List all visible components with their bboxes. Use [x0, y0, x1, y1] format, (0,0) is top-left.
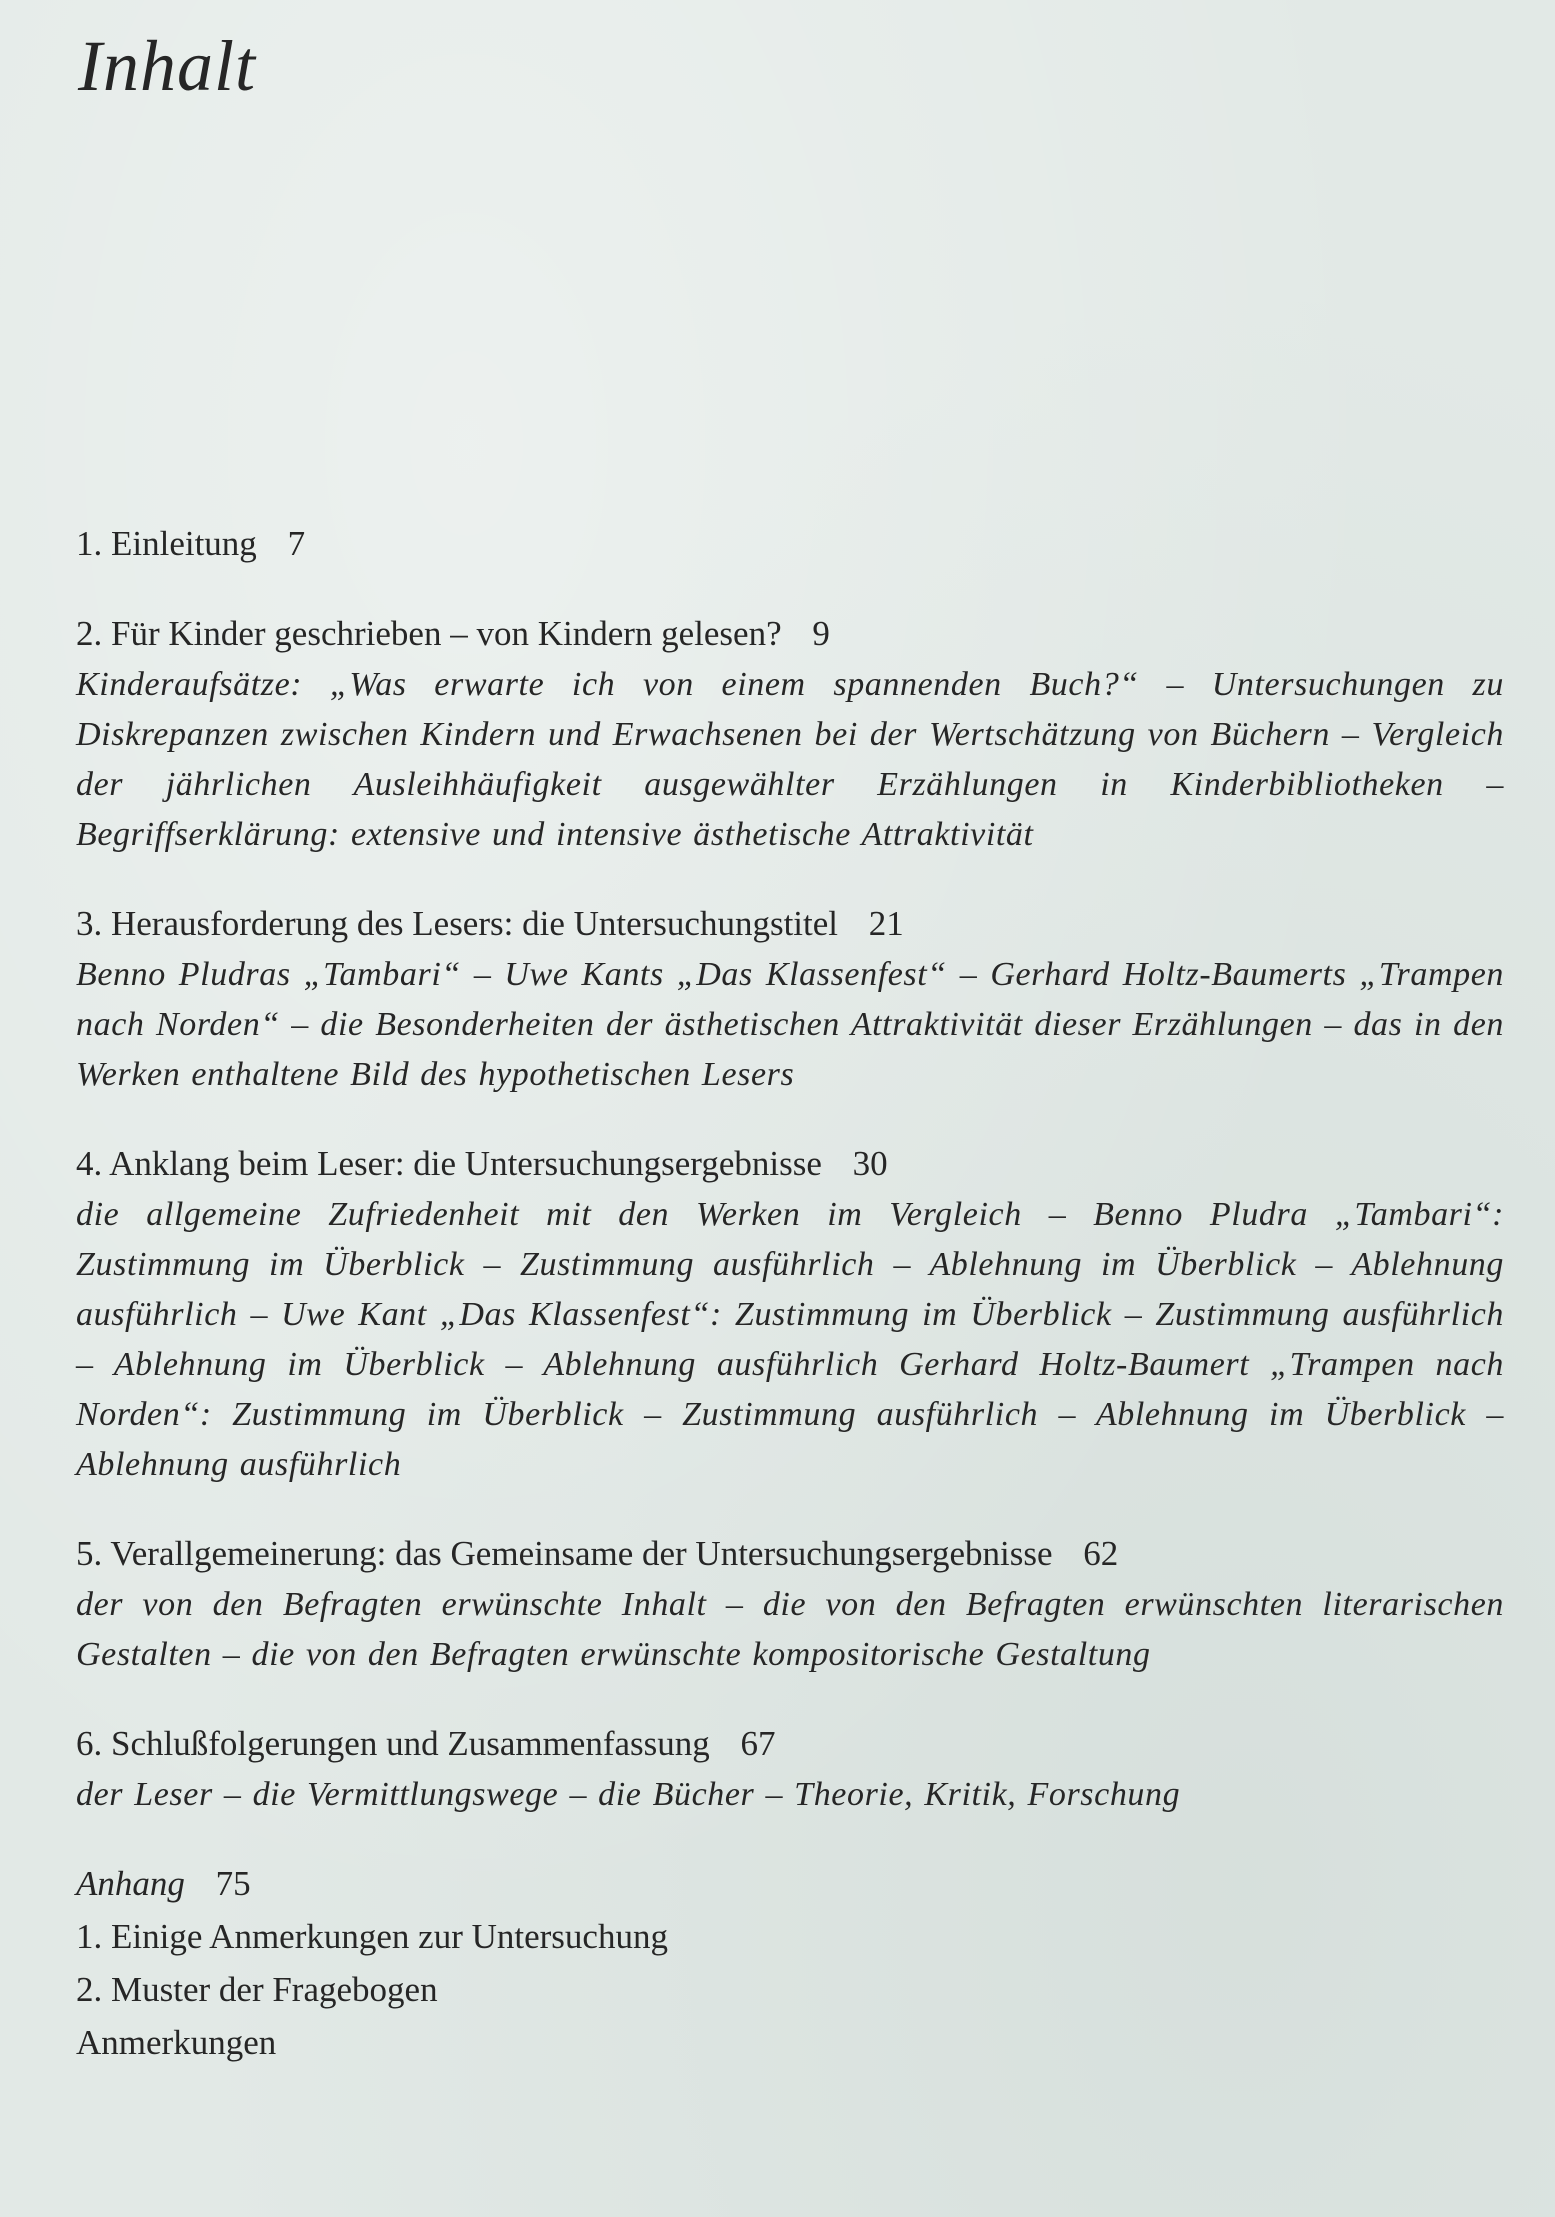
toc-entry-2	[76, 608, 1516, 860]
appendix-item: 2. Muster der Fragebogen	[76, 1970, 438, 2009]
page-number: 67	[740, 1724, 776, 1763]
page-number: 21	[868, 904, 904, 943]
page-number: 30	[852, 1144, 888, 1183]
toc-entry-4	[76, 1138, 1516, 1490]
toc-heading	[76, 518, 1516, 570]
chapter-title: Anklang beim Leser: die Untersuchungsergebnisse	[109, 1144, 822, 1183]
toc-entry-6	[76, 1718, 1516, 1820]
toc-heading	[76, 898, 1516, 950]
toc-appendix	[76, 1858, 1516, 2069]
toc-heading	[76, 1718, 1516, 1770]
appendix-item: 1. Einige Anmerkungen zur Untersuchung	[76, 1917, 668, 1956]
chapter-title: Schlußfolgerungen und Zusammenfassung	[111, 1724, 710, 1763]
toc-heading	[76, 608, 1516, 660]
page-number: 62	[1083, 1534, 1119, 1573]
chapter-description: Kinderaufsätze: „Was erwarte ich von einem spannenden Buch?“ – Untersuchungen zu Diskrepanzen zwischen Kindern und Erwachsenen bei der Wertschätzung von Büchern – Vergleich der jährlichen Ausleihhäufigkeit ausgewählter Erzählungen in Kinderbibliotheken – Begriffserklärung: extensive und intensive ästhetische Attraktivität	[76, 666, 1504, 853]
chapter-number: 2.	[76, 614, 103, 653]
appendix-heading	[76, 1858, 1516, 1910]
appendix-label: Anhang	[76, 1864, 185, 1903]
toc-entry-1	[76, 518, 1516, 570]
chapter-description: Benno Pludras „Tambari“ – Uwe Kants „Das Klassenfest“ – Gerhard Holtz-Baumerts „Trampen nach Norden“ – die Besonderheiten der ästhetischen Attraktivität dieser Erzählungen – das in den Werken enthaltene Bild des hypothetischen Lesers	[76, 956, 1504, 1093]
page-number: 9	[812, 614, 830, 653]
toc-entry-5	[76, 1528, 1516, 1680]
chapter-title: Verallgemeinerung: das Gemeinsame der Untersuchungsergebnisse	[110, 1534, 1053, 1573]
page-number: 75	[215, 1864, 251, 1903]
page-number: 7	[287, 524, 306, 563]
chapter-description: der von den Befragten erwünschte Inhalt – die von den Befragten erwünschten literarischen Gestalten – die von den Befragten erwünschte kompositorische Gestaltung	[76, 1586, 1504, 1673]
page-title: Inhalt	[78, 26, 256, 106]
toc-heading	[76, 1528, 1516, 1580]
appendix-item: Anmerkungen	[76, 2023, 277, 2062]
chapter-title: Einleitung	[111, 524, 257, 563]
chapter-description: die allgemeine Zufriedenheit mit den Werken im Vergleich – Benno Pludra „Tambari“: Zustimmung im Überblick – Zustimmung ausführlich – Ablehnung im Überblick – Ablehnung ausführlich – Uwe Kant „Das Klassenfest“: Zustimmung im Überblick – Zustimmung ausführlich – Ablehnung im Überblick – Ablehnung ausführlich Gerhard Holtz-Baumert „Trampen nach Norden“: Zustimmung im Überblick – Zustimmung ausführlich – Ablehnung im Überblick – Ablehnung ausführlich	[76, 1196, 1504, 1483]
chapter-description: der Leser – die Vermittlungswege – die Bücher – Theorie, Kritik, Forschung	[76, 1776, 1181, 1813]
chapter-title: Herausforderung des Lesers: die Untersuchungstitel	[111, 904, 839, 943]
toc-heading	[76, 1138, 1516, 1190]
table-of-contents	[76, 518, 1516, 2069]
toc-entry-3	[76, 898, 1516, 1100]
chapter-number: 6.	[76, 1724, 103, 1763]
chapter-number: 3.	[76, 904, 103, 943]
chapter-number: 5.	[76, 1534, 103, 1573]
chapter-number: 1.	[76, 524, 103, 563]
chapter-title: Für Kinder geschrieben – von Kindern gelesen?	[111, 614, 782, 653]
chapter-number: 4.	[76, 1144, 103, 1183]
